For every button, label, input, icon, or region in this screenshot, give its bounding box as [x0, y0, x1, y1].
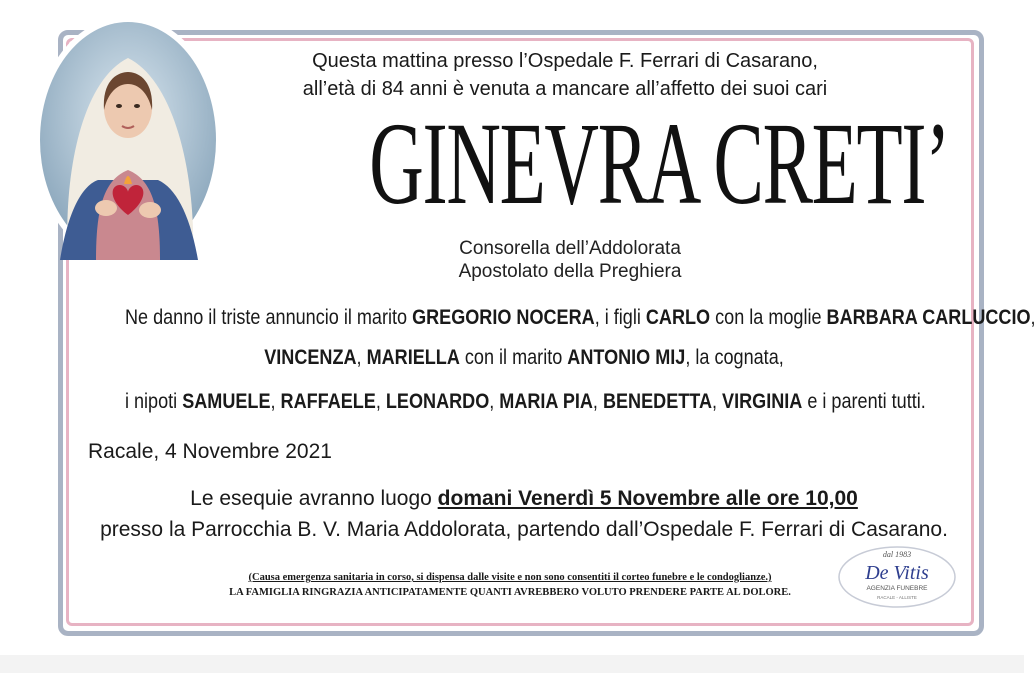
announcement-text: ,	[1030, 306, 1036, 329]
agency-name: De Vitis	[865, 562, 929, 584]
announcement-line-3	[124, 390, 926, 414]
agency-since: dal 1983	[882, 550, 912, 559]
announcement-text: ,	[592, 390, 603, 413]
announcement-text: ,	[712, 390, 723, 413]
relative-name: ANTONIO MIJ	[567, 346, 686, 369]
intro-line-1: Questa mattina presso l’Ospedale F. Ferrari di Casarano,	[312, 50, 818, 72]
funeral-prefix: Le esequie avranno luogo	[190, 487, 438, 510]
relative-name: CARLO	[645, 306, 711, 329]
relative-name: VINCENZA	[264, 346, 357, 369]
agency-tagline: AGENZIA FUNEBRE	[866, 585, 928, 592]
announcement-text: Ne danno il triste annuncio il marito	[124, 306, 413, 329]
affiliation-1: Consorella dell’Addolorata	[459, 238, 681, 259]
relative-name: MARIA PIA	[499, 390, 593, 413]
funeral-line-2: presso la Parrocchia B. V. Maria Addolorata, partendo dall’Ospedale F. Ferrari di Casarano.	[100, 518, 948, 541]
relative-name: RAFFAELE	[280, 390, 376, 413]
relative-name: SAMUELE	[182, 390, 271, 413]
announcement-text: ,	[375, 390, 386, 413]
relative-name: BENEDETTA	[602, 390, 713, 413]
announcement-text: i nipoti	[124, 390, 183, 413]
relative-name: BARBARA CARLUCCIO	[826, 306, 1031, 329]
announcement-line-2	[125, 346, 923, 370]
announcement-line-1	[124, 306, 1036, 330]
announcement-text: ,	[489, 390, 500, 413]
agency-logo	[836, 544, 958, 610]
health-notice-text: (Causa emergenza sanitaria in corso, si dispensa dalle visite e non sono consentiti il corteo funebre e le condoglianze.)	[248, 572, 772, 583]
relative-name: MARIELLA	[366, 346, 460, 369]
announcement-text: , la cognata,	[685, 346, 784, 369]
announcement-text: e i parenti tutti.	[802, 390, 926, 413]
bottom-strip	[0, 655, 1024, 673]
place-date: Racale, 4 Novembre 2021	[88, 440, 332, 463]
announcement-text: con la moglie	[710, 306, 827, 329]
announcement-text: con il marito	[459, 346, 568, 369]
funeral-line-1	[60, 487, 988, 511]
relative-name: VIRGINIA	[722, 390, 803, 413]
relative-name: GREGORIO NOCERA	[412, 306, 595, 329]
deceased-name: GINEVRA CRETI’	[369, 98, 950, 229]
agency-location: RACALE - ALLISTE	[877, 595, 917, 600]
announcement-text: , i figli	[594, 306, 646, 329]
affiliation-2: Apostolato della Preghiera	[458, 261, 682, 282]
family-thanks: LA FAMIGLIA RINGRAZIA ANTICIPATAMENTE QUANTI AVREBBERO VOLUTO PRENDERE PARTE AL DOLORE.	[229, 587, 791, 598]
health-notice	[150, 572, 870, 583]
intro-line-2: all’età di 84 anni è venuta a mancare all’affetto dei suoi cari	[302, 78, 828, 100]
announcement-text: ,	[356, 346, 367, 369]
announcement-text: ,	[270, 390, 281, 413]
sacred-heart-portrait	[38, 20, 218, 260]
relative-name: LEONARDO	[385, 390, 490, 413]
funeral-date-time: domani Venerdì 5 Novembre alle ore 10,00	[437, 487, 858, 510]
